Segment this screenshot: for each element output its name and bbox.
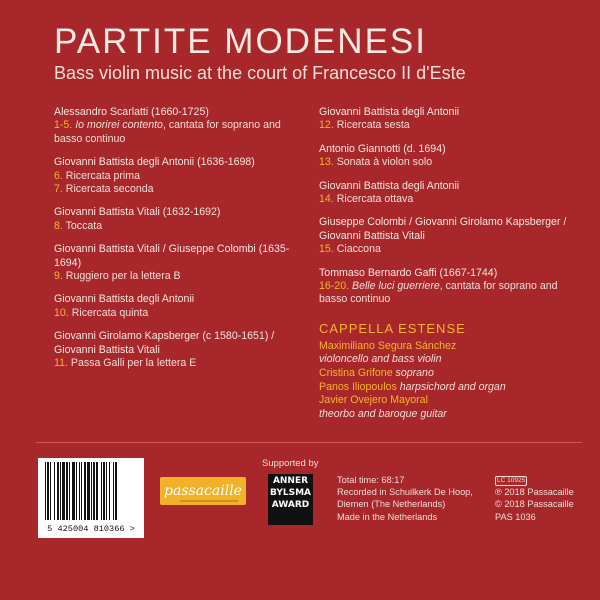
barcode-bar: [69, 462, 70, 520]
track-title: Ruggiero per la lettera B: [65, 270, 181, 283]
track-line: [319, 280, 579, 307]
composer-name: Giovanni Battista Vitali / Giuseppe Colombi (1635-1694): [54, 243, 290, 269]
performer-role: harpsichord and organ: [399, 380, 506, 393]
track-number: 10.: [54, 306, 69, 319]
recording-location-city: Diemen (The Netherlands): [337, 499, 446, 510]
performer-role: soprano: [395, 367, 434, 380]
performer-name: Maximiliano Segura Sánchez: [319, 339, 457, 352]
passacaille-logo: [160, 477, 246, 505]
composer-name: Giovanni Battista degli Antonii: [54, 293, 195, 306]
track-line: [319, 193, 579, 206]
footer-divider: [36, 442, 582, 443]
award-line: BYLSMA: [269, 488, 312, 498]
track-group: [54, 106, 309, 146]
track-title: Ciaccona: [336, 243, 381, 256]
track-number: 1-5.: [54, 119, 73, 132]
performer-name: Cristina Grifone: [319, 367, 393, 380]
barcode-bar: [60, 462, 61, 520]
made-in: Made in the Netherlands: [337, 511, 438, 522]
performer: [319, 340, 579, 367]
track-title: Toccata: [65, 219, 103, 232]
tracklist-right-column: [319, 106, 579, 421]
award-line: AWARD: [271, 500, 310, 510]
barcode-bar: [81, 462, 82, 520]
track-group: [319, 180, 579, 207]
performer-name: Javier Ovejero Mayoral: [319, 394, 428, 407]
track-group: [319, 216, 579, 256]
barcode-bar: [93, 462, 95, 520]
track-title: Ricercata seconda: [65, 183, 154, 196]
track-line: [54, 183, 309, 196]
track-line: [54, 220, 309, 233]
barcode-bar: [72, 462, 75, 520]
phonogram-copyright: ℗ 2018 Passacaille: [495, 487, 574, 498]
copyright-info: [495, 474, 574, 523]
performer: [319, 394, 579, 421]
barcode-bar: [106, 462, 107, 520]
track-title: Ricercata sesta: [336, 119, 410, 132]
track-number: 12.: [319, 119, 334, 132]
performer: [319, 381, 579, 395]
barcode-bars: [42, 462, 140, 520]
composer-name: Giovanni Battista degli Antonii: [319, 179, 460, 192]
composer-name: Giovanni Battista Vitali (1632-1692): [54, 206, 221, 219]
passacaille-logo-text: passacaille: [164, 483, 242, 499]
track-group: [319, 267, 579, 307]
track-title: Belle luci guerriere: [352, 280, 440, 293]
composer-name: Tommaso Bernardo Gaffi (1667-1744): [319, 266, 498, 279]
track-line: [319, 119, 579, 132]
composer-name: Giuseppe Colombi / Giovanni Girolamo Kapsberger / Giovanni Battista Vitali: [319, 216, 567, 242]
track-title: Sonata à violon solo: [336, 156, 433, 169]
composer-name: Giovanni Girolamo Kapsberger (c 1580-1651) / Giovanni Battista Vitali: [54, 330, 275, 356]
composer-name: Giovanni Battista degli Antonii: [319, 106, 460, 118]
track-line: [319, 156, 579, 169]
track-number: 9.: [54, 270, 63, 283]
track-title: Io morirei contento: [75, 119, 163, 132]
supported-by-label: Supported by: [262, 458, 319, 469]
performer: [319, 367, 579, 381]
track-line: [54, 307, 309, 320]
recording-info: [337, 474, 473, 523]
track-group: [54, 206, 309, 233]
barcode-bar: [47, 462, 49, 520]
recording-location: Recorded in Schuilkerk De Hoop,: [337, 487, 473, 498]
track-line: [319, 243, 579, 256]
album-title: PARTITE MODENESI: [54, 22, 427, 61]
catalog-number: PAS 1036: [495, 511, 536, 522]
track-title: Ricercata quinta: [71, 306, 149, 319]
barcode-bar: [84, 462, 86, 520]
track-number: 6.: [54, 169, 63, 182]
track-group: [319, 106, 579, 133]
barcode-bar: [113, 462, 114, 520]
passacaille-logo-stripe: [180, 500, 238, 502]
barcode-bar: [50, 462, 51, 520]
tracklist-left-column: [54, 106, 309, 381]
tracklist-right-tracks: [319, 106, 579, 307]
barcode-bar: [87, 462, 90, 520]
album-subtitle: Bass violin music at the court of Francesco II d'Este: [54, 63, 466, 83]
barcode-bar: [66, 462, 68, 520]
total-time: Total time: 68:17: [337, 475, 405, 485]
track-description: , cantata for soprano and basso continuo: [319, 280, 558, 306]
track-number: 7.: [54, 183, 63, 196]
track-group: [54, 330, 309, 370]
track-description: , cantata for soprano and basso continuo: [54, 119, 281, 145]
track-group: [54, 293, 309, 320]
track-number: 11.: [54, 357, 68, 370]
track-title: Ricercata prima: [65, 169, 140, 182]
barcode-bar: [45, 462, 46, 520]
performer-role: theorbo and baroque guitar: [319, 407, 447, 420]
barcode-bar: [54, 462, 55, 520]
label-code-badge: LC 10925: [497, 477, 526, 484]
track-number: 15.: [319, 243, 334, 256]
track-number: 13.: [319, 156, 334, 169]
track-line: [54, 170, 309, 183]
barcode-bar: [115, 462, 117, 520]
award-line: ANNER: [272, 476, 309, 486]
track-number: 8.: [54, 219, 63, 232]
composer-name: Antonio Giannotti (d. 1694): [319, 142, 446, 155]
barcode-bar: [91, 462, 92, 520]
barcode-bar: [76, 462, 77, 520]
composer-name: Giovanni Battista degli Antonii (1636-1698): [54, 156, 255, 169]
barcode-bar: [62, 462, 65, 520]
track-group: [54, 243, 309, 283]
track-number: 16-20.: [319, 280, 350, 293]
track-group: [54, 156, 309, 196]
performer-name: Panos Iliopoulos: [319, 380, 397, 393]
track-title: Ricercata ottava: [336, 193, 414, 206]
barcode-number: 5 425004 810366 >: [47, 524, 135, 534]
barcode-bar: [96, 462, 98, 520]
barcode-bar: [101, 462, 102, 520]
track-number: 14.: [319, 193, 334, 206]
composer-name: Alessandro Scarlatti (1660-1725): [54, 106, 209, 118]
barcode-bar: [57, 462, 59, 520]
barcode-bar: [109, 462, 110, 520]
track-group: [319, 143, 579, 170]
track-title: Passa Galli per la lettera E: [70, 357, 197, 370]
ensemble-name: CAPPELLA ESTENSE: [319, 320, 466, 336]
performer-list: [319, 340, 579, 422]
track-line: [54, 119, 309, 146]
barcode: [38, 458, 144, 538]
anner-bylsma-award-logo: [268, 474, 313, 525]
performer-role: violoncello and bass violin: [319, 353, 442, 366]
track-line: [54, 357, 309, 370]
track-line: [54, 270, 309, 283]
copyright: © 2018 Passacaille: [495, 499, 574, 510]
barcode-bar: [103, 462, 105, 520]
barcode-bar: [79, 462, 80, 520]
